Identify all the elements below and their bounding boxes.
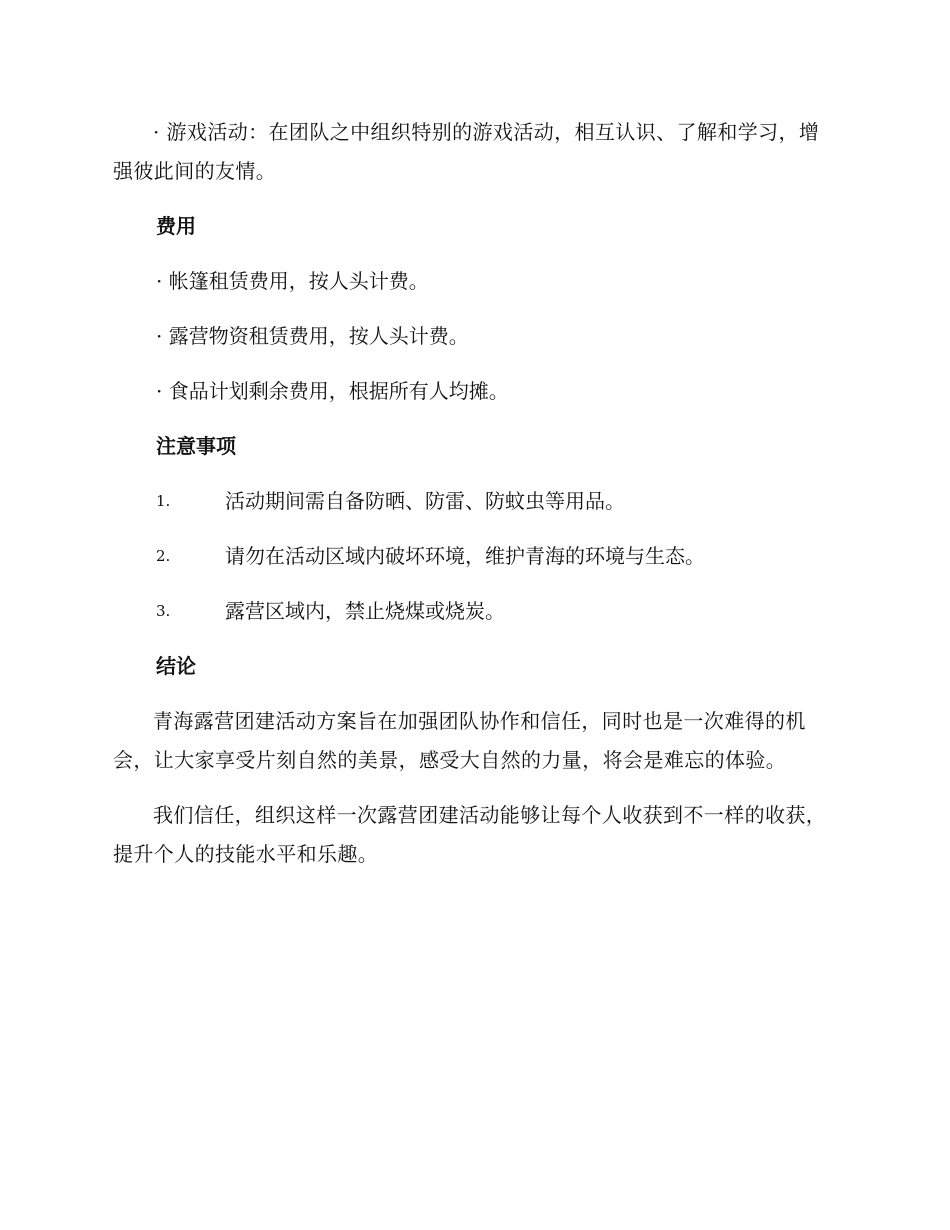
- note-number: 2.: [156, 547, 171, 565]
- conclusion-heading: 结论: [156, 654, 196, 678]
- conclusion-paragraph-1: 青海露营团建活动方案旨在加强团队协作和信任，同时也是一次难得的机会，让大家享受片刻自然的美景，感受大自然的力量，将会是难忘的体验。: [113, 709, 806, 772]
- note-item: [113, 537, 830, 576]
- fee-item-tent: · 帐篷租赁费用，按人头计费。: [156, 269, 429, 293]
- note-item: [113, 482, 830, 521]
- conclusion-paragraph-2: 我们信任，组织这样一次露营团建活动能够让每个人收获到不一样的收获，提升个人的技能水平和乐趣。: [113, 803, 827, 866]
- fees-heading: 费用: [156, 214, 196, 238]
- note-number: 1.: [156, 492, 171, 510]
- games-activity-paragraph: · 游戏活动：在团队之中组织特别的游戏活动，相互认识、了解和学习，增强彼此间的友情。: [113, 120, 820, 183]
- fee-item-supplies: · 露营物资租赁费用，按人头计费。: [156, 324, 469, 348]
- note-text: 露营区域内，禁止烧煤或烧炭。: [225, 599, 505, 623]
- notes-heading: 注意事项: [156, 434, 236, 458]
- note-number: 3.: [156, 602, 171, 620]
- note-item: [113, 592, 830, 631]
- note-text: 请勿在活动区域内破坏环境，维护青海的环境与生态。: [225, 544, 705, 568]
- fee-item-food: · 食品计划剩余费用，根据所有人均摊。: [156, 379, 509, 403]
- note-text: 活动期间需自备防晒、防雷、防蚊虫等用品。: [225, 489, 625, 513]
